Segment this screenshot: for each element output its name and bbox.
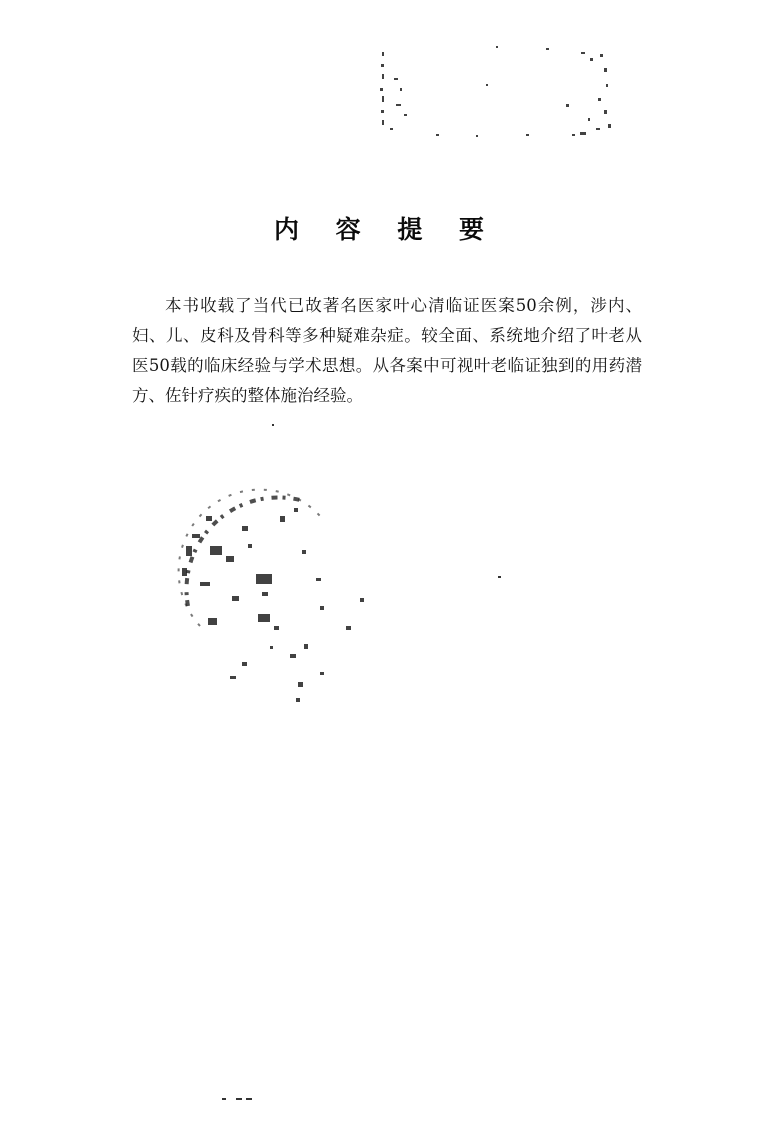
stray-dot [498, 576, 501, 578]
abstract-paragraph: 本书收载了当代已故著名医家叶心清临证医案50余例，涉内、妇、儿、皮科及骨科等多种疑难杂症。较全面、系统地介绍了叶老从医50载的临床经验与学术思想。从各案中可视叶老临证独到的用药潜方、佐针疗疾的整体施治经验。 [132, 295, 642, 405]
faded-round-library-stamp-icon [170, 486, 380, 706]
footer-mark-icon [222, 1095, 256, 1103]
section-heading: 内 容 提 要 [273, 215, 499, 244]
stray-dot [272, 424, 274, 426]
faded-rectangular-stamp-icon [376, 44, 616, 140]
